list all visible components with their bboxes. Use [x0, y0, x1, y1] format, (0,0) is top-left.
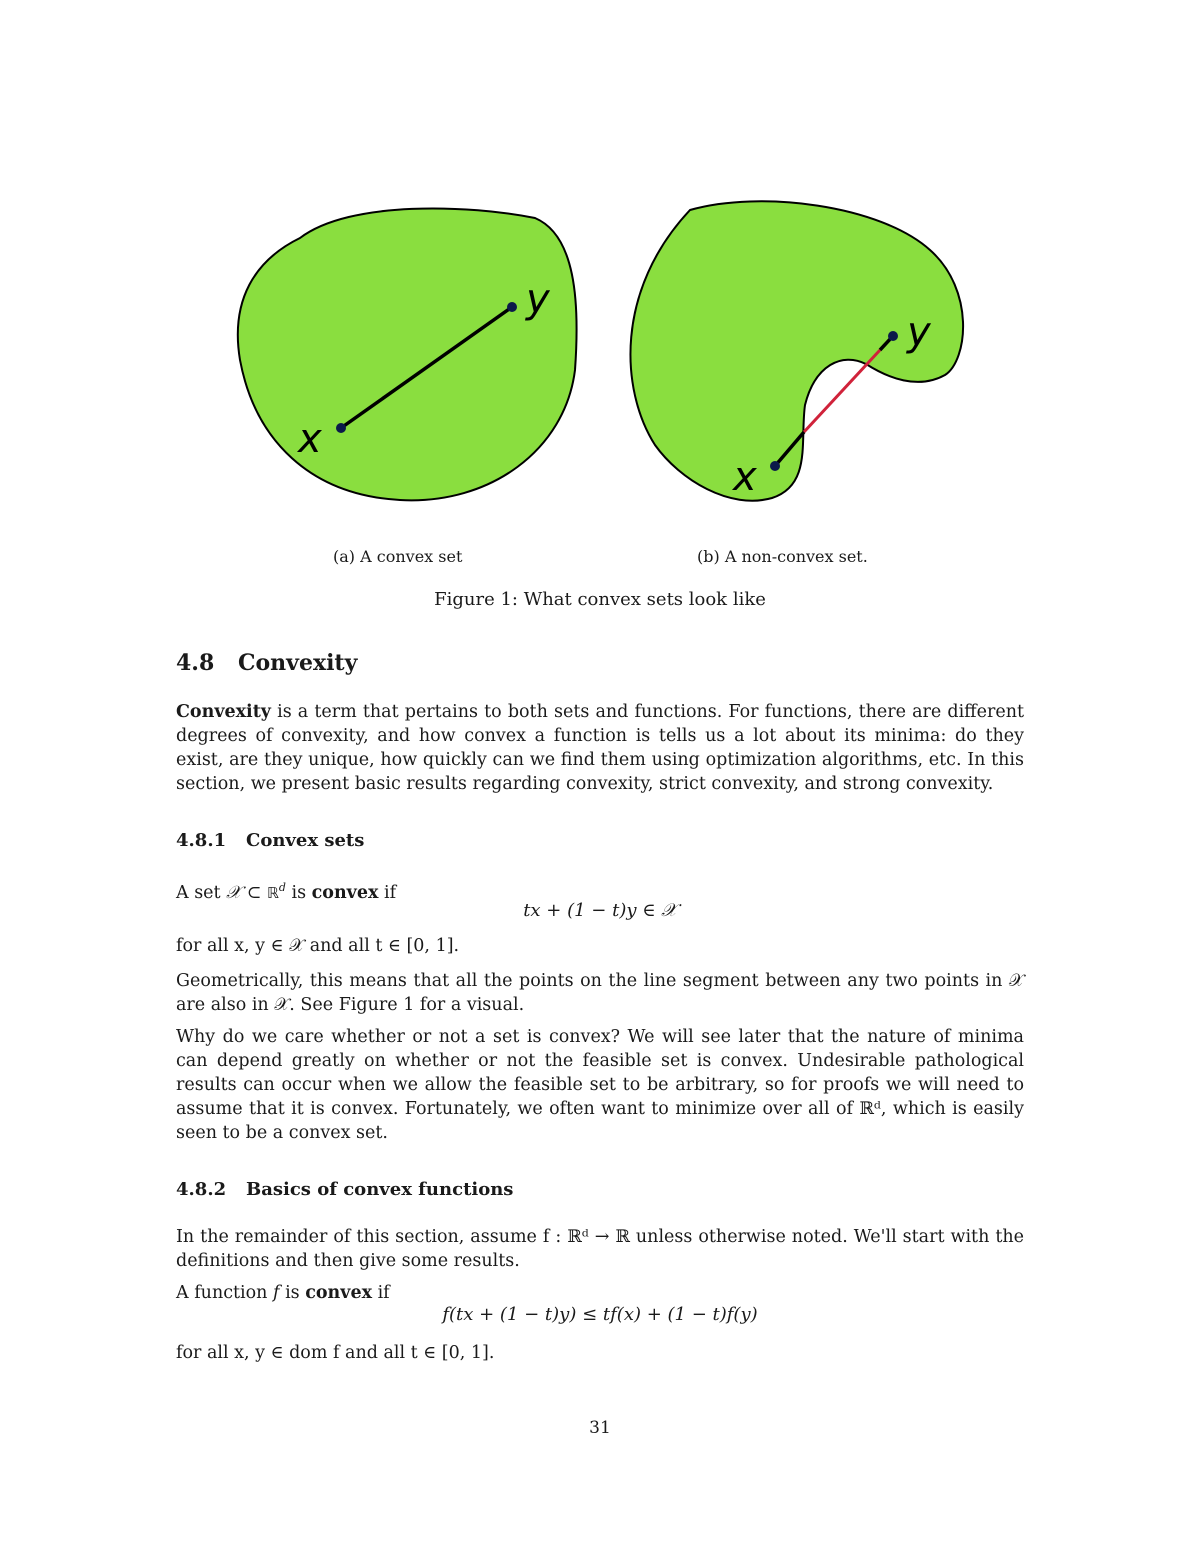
section-title: Convexity: [238, 650, 358, 676]
convex-set-condition: for all x, y ∈ 𝒳 and all t ∈ [0, 1].: [176, 936, 460, 956]
subcaption-b: (b) A non-convex set.: [697, 547, 868, 566]
subsection-number: 4.8.2: [176, 1179, 227, 1200]
subsection-heading-convex-functions: [176, 1179, 513, 1200]
why-convex-paragraph: Why do we care whether or not a set is convex? We will see later that the nature of minima can depend greatly on whether or not the feasible set is convex. Undesirable pathological results can occur when we allow the feasible set to be arbitrary, so for proofs we will need to assume that it is convex. Fortunately, we often want to minimize over all of ℝᵈ, which is easily seen to be a convex set.: [176, 1027, 1024, 1143]
subsection-title: Basics of convex functions: [246, 1179, 514, 1200]
label-x: x: [733, 454, 757, 500]
label-x: x: [298, 416, 322, 462]
convex-functions-intro: In the remainder of this section, assume f : ℝᵈ → ℝ unless otherwise noted. We'll start with the definitions and then give some results.: [176, 1227, 1024, 1271]
point-y: [888, 331, 898, 341]
section-number: 4.8: [176, 650, 215, 676]
intro-text: is a term that pertains to both sets and functions. For functions, there are different degrees of convexity, and how convex a function is tells us a lot about its minima: do they exist, are they unique, how quickly can we find them using optimization algorithms, etc. In this section, we present basic results regarding convexity, strict convexity, and strong convexity.: [176, 702, 1024, 794]
panel-b-nonconvex-set: [630, 201, 963, 500]
page-number: 31: [589, 1418, 611, 1438]
label-y: y: [907, 309, 931, 355]
intro-bold-term: Convexity: [176, 702, 271, 722]
figure-1: [225, 195, 985, 525]
convex-set-equation: tx + (1 − t)y ∈ 𝒳: [523, 900, 677, 921]
convex-function-definition: A function f is convex if: [176, 1283, 390, 1303]
geometric-interpretation-paragraph: Geometrically, this means that all the points on the line segment between any two points in 𝒳 are also in 𝒳. See Figure 1 for a visual.: [176, 971, 1024, 1015]
subsection-heading-convex-sets: [176, 830, 364, 851]
figure-caption: Figure 1: What convex sets look like: [434, 589, 766, 610]
convex-function-condition: for all x, y ∈ dom f and all t ∈ [0, 1].: [176, 1343, 495, 1363]
point-x: [770, 461, 780, 471]
point-x: [336, 423, 346, 433]
panel-a-convex-set: [238, 208, 577, 500]
subsection-title: Convex sets: [246, 830, 365, 851]
section-intro-paragraph: [176, 700, 1024, 796]
section-heading: [176, 650, 357, 676]
subcaption-a: (a) A convex set: [333, 547, 463, 566]
label-y: y: [526, 276, 550, 322]
subsection-number: 4.8.1: [176, 830, 227, 851]
point-y: [507, 302, 517, 312]
convex-function-equation: f(tx + (1 − t)y) ≤ tf(x) + (1 − t)f(y): [442, 1304, 758, 1325]
convex-blob: [238, 208, 577, 500]
convex-set-definition: A set 𝒳 ⊂ ℝ$^d$ is convex if: [176, 881, 397, 903]
